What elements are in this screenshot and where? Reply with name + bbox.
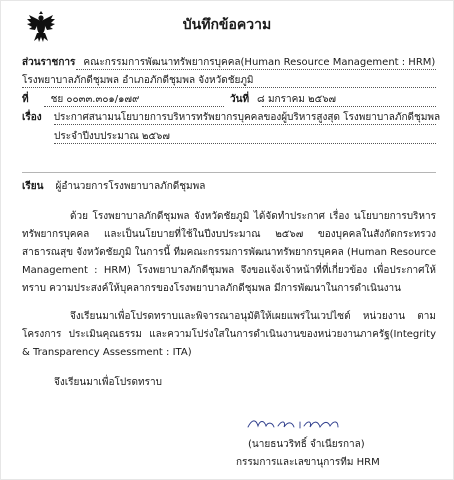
memo-title: บันทึกข้อความ — [182, 17, 272, 33]
agency-dotted-line-2 — [22, 87, 436, 88]
paragraph-1-text: ด้วย โรงพยาบาลภักดีชุมพล จังหวัดชัยภูมิ ได้จัดทำประกาศ เรื่อง นโยบายการบริหารทรัพยากรบุคคล และเป็นนโยบายที่ใช้ในปีงบประมาณ ๒๕๖๗ ของบุคคลในสังกัดกระทรวงสาธารณสุข จังหวัดชัยภูมิ ในการนี้ ทีมคณะกรรมการพัฒนาทรัพยากรบุคคล (Human Resource Management : HRM) โรงพยาบาลภักดีชุมพล จึงขอแจ้งเจ้าหน้าที่ที่เกี่ยวข้อง เพื่อประกาศให้ทราบ ความประสงค์ให้บุคลากรของโรงพยาบาลภักดีชุมพล มีการพัฒนาในการดำเนินงาน — [22, 211, 436, 294]
agency-line2: โรงพยาบาลภักดีชุมพล อำเภอภักดีชุมพล จังหวัดชัยภูมิ — [22, 75, 254, 86]
salutation-value: ผู้อำนวยการโรงพยาบาลภักดีชุมพล — [55, 181, 206, 192]
agency-label: ส่วนราชการ — [22, 57, 76, 68]
header-separator — [22, 172, 436, 173]
subject-dotted-line-2 — [54, 143, 436, 144]
ref-value: ชย ๐๐๓๓.๓๐๑/๑๗๙ — [50, 94, 140, 105]
body-paragraph-1 — [22, 208, 436, 298]
signer-name: (นายธนวริทธิ์ จำเนียรกาล) — [248, 439, 365, 450]
date-label: วันที่ — [230, 94, 250, 105]
agency-line2-row — [22, 74, 436, 87]
subject-dotted-line — [54, 124, 436, 125]
paragraph-2-text: จึงเรียนมาเพื่อโปรดทราบและพิจารณาอนุมัติให้เผยแพร่ในเวปไซต์ หน่วยงาน ตามโครงการ ประเมินคุณธรรม และความโปร่งใสในการดำเนินงานของหน่วยงานภาครัฐ(Integrity & Transparency Assessment : ITA) — [22, 311, 436, 358]
body-paragraph-2 — [22, 308, 436, 362]
salutation-row — [22, 180, 436, 193]
subject-row — [22, 111, 441, 124]
agency-line1: คณะกรรมการพัฒนาทรัพยากรบุคคล(Human Resource Management : HRM) — [83, 57, 436, 68]
ref-label: ที่ — [22, 94, 29, 105]
subject-label: เรื่อง — [22, 112, 42, 123]
subject-line2-row — [54, 130, 436, 143]
agency-row — [22, 56, 436, 69]
date-dotted-line — [262, 106, 436, 107]
signer-position: กรรมการและเลขานุการทีม HRM — [236, 457, 380, 468]
closing-row — [54, 376, 436, 389]
closing-text: จึงเรียนมาเพื่อโปรดทราบ — [54, 377, 162, 388]
ref-dotted-line — [44, 106, 224, 107]
salutation-label: เรียน — [22, 181, 44, 192]
subject-line2: ประจำปีงบประมาณ ๒๕๖๗ — [54, 131, 170, 142]
agency-dotted-line — [76, 69, 436, 70]
handwritten-signature — [246, 416, 366, 432]
date-row — [230, 93, 436, 106]
date-value: ๘ มกราคม ๒๕๖๗ — [257, 94, 337, 105]
subject-line1: ประกาศสนามนโยบายการบริหารทรัพยากรบุคคลของผู้บริหารสูงสุด โรงพยาบาลภักดีชุมพล — [53, 112, 441, 123]
